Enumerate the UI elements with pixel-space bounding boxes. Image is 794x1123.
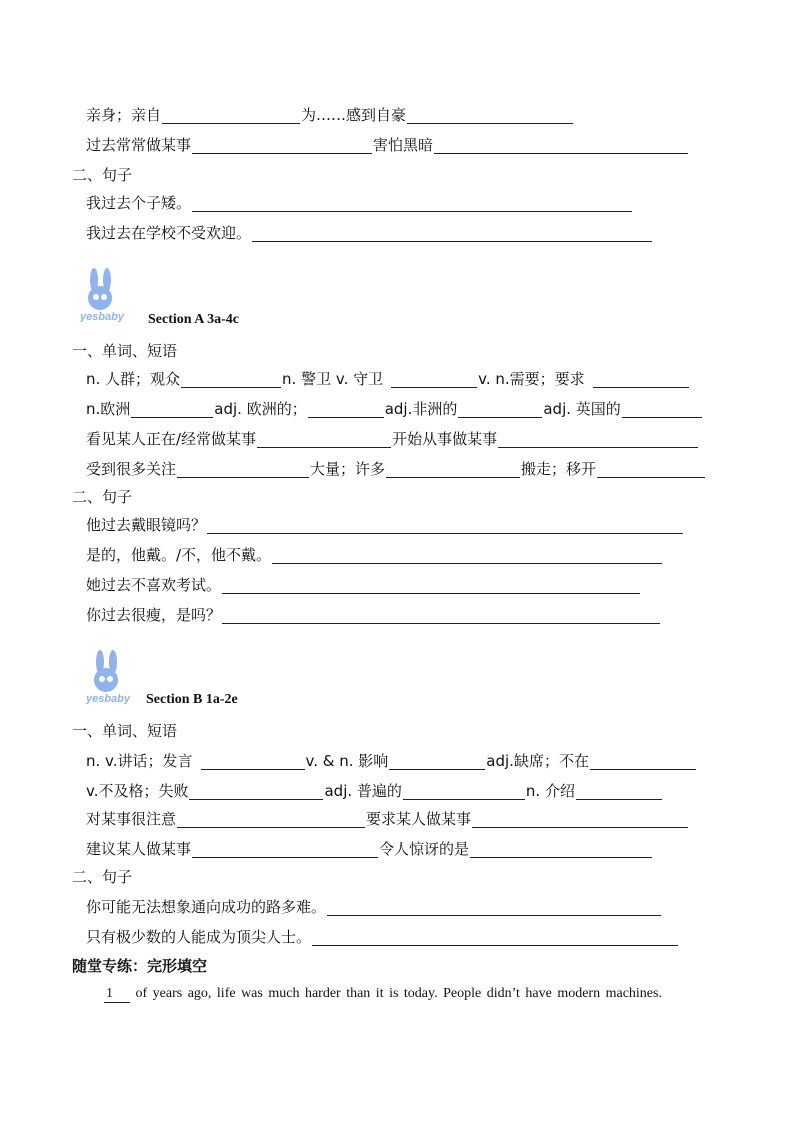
sentence-prompt: 我过去个子矮。 [86, 194, 192, 212]
answer-blank[interactable] [201, 755, 305, 770]
section-heading: 二、句子 [72, 488, 133, 506]
vocab-row [86, 428, 699, 448]
answer-blank[interactable] [498, 433, 698, 448]
answer-blank[interactable] [222, 609, 660, 624]
vocab-prompt: 为……感到自豪 [301, 106, 407, 124]
section-title: Section B 1a-2e [146, 692, 238, 707]
answer-blank[interactable] [472, 813, 688, 828]
answer-blank[interactable] [181, 373, 281, 388]
answer-blank[interactable] [470, 843, 652, 858]
answer-blank[interactable] [177, 463, 309, 478]
answer-blank[interactable] [192, 843, 378, 858]
answer-blank[interactable] [131, 403, 213, 418]
answer-blank[interactable] [434, 139, 688, 154]
vocab-prompt: adj. 普遍的 [324, 782, 402, 800]
answer-blank[interactable] [458, 403, 542, 418]
vocab-prompt: n. 警卫 v. 守卫 [282, 370, 384, 388]
answer-blank[interactable] [222, 579, 640, 594]
answer-blank[interactable] [391, 373, 477, 388]
answer-blank[interactable] [403, 785, 525, 800]
answer-blank[interactable] [192, 139, 372, 154]
answer-blank[interactable] [386, 463, 520, 478]
answer-blank[interactable] [576, 785, 662, 800]
vocab-row [86, 398, 703, 418]
section-title: Section A 3a-4c [148, 312, 239, 327]
sentence-prompt: 她过去不喜欢考试。 [86, 576, 222, 594]
sentence-row [86, 896, 662, 916]
vocab-prompt: 搬走；移开 [521, 460, 597, 478]
vocab-row [86, 134, 689, 154]
vocab-prompt: 受到很多关注 [86, 460, 177, 478]
sentence-row [86, 222, 653, 242]
answer-blank[interactable] [622, 403, 702, 418]
vocab-row [86, 780, 663, 800]
vocab-prompt: v. & n. 影响 [305, 752, 389, 770]
vocab-prompt: 令人惊讶的是 [379, 840, 470, 858]
sentence-row [86, 514, 684, 534]
sentence-prompt: 他过去戴眼镜吗？ [86, 516, 207, 534]
answer-blank[interactable] [407, 109, 573, 124]
vocab-prompt: n.欧洲 [86, 400, 131, 418]
answer-blank[interactable] [252, 227, 652, 242]
passage-text: of years ago, life was much harder than it is today. People didn’t have modern machines. [135, 986, 662, 1001]
vocab-prompt: 开始从事做某事 [392, 430, 498, 448]
sentence-row [86, 926, 679, 946]
vocab-prompt: 亲身；亲自 [86, 106, 162, 124]
cloze-blank[interactable]: 1 [104, 986, 130, 1003]
answer-blank[interactable] [590, 755, 696, 770]
sentence-prompt: 你过去很瘦，是吗？ [86, 606, 222, 624]
answer-blank[interactable] [593, 373, 689, 388]
answer-blank[interactable] [308, 403, 384, 418]
vocab-prompt: 对某事很注意 [86, 810, 177, 828]
vocab-prompt: n. v.讲话；发言 [86, 752, 193, 770]
answer-blank[interactable] [177, 813, 365, 828]
answer-blank[interactable] [312, 931, 678, 946]
logo-text: yesbaby [85, 693, 131, 704]
section-heading: 一、单词、短语 [72, 342, 178, 360]
vocab-prompt: adj.非洲的 [384, 400, 458, 418]
sentence-prompt: 只有极少数的人能成为顶尖人士。 [86, 928, 312, 946]
practice-title: 随堂专练：完形填空 [72, 957, 208, 975]
vocab-row [86, 808, 689, 828]
sentence-prompt: 我过去在学校不受欢迎。 [86, 224, 252, 242]
answer-blank[interactable] [189, 785, 323, 800]
sentence-row [86, 544, 663, 564]
cloze-passage [104, 986, 662, 1003]
answer-blank[interactable] [162, 109, 300, 124]
answer-blank[interactable] [207, 519, 683, 534]
vocab-prompt: adj.缺席；不在 [486, 752, 589, 770]
bunny-head-icon [88, 286, 112, 310]
sentence-prompt: 是的，他戴。/不，他不戴。 [86, 546, 272, 564]
yesbaby-logo [76, 648, 140, 704]
vocab-prompt: 建议某人做某事 [86, 840, 192, 858]
vocab-prompt: 过去常常做某事 [86, 136, 192, 154]
sentence-row [86, 192, 633, 212]
vocab-prompt: v. n.需要；要求 [478, 370, 585, 388]
sentence-prompt: 你可能无法想象通向成功的路多难。 [86, 898, 327, 916]
vocab-row [86, 750, 697, 770]
answer-blank[interactable] [272, 549, 662, 564]
answer-blank[interactable] [327, 901, 661, 916]
answer-blank[interactable] [257, 433, 391, 448]
vocab-row [86, 458, 706, 478]
vocab-row [86, 104, 574, 124]
vocab-prompt: adj. 英国的 [543, 400, 621, 418]
sentence-row [86, 574, 641, 594]
sentence-row [86, 604, 661, 624]
answer-blank[interactable] [597, 463, 705, 478]
answer-blank[interactable] [192, 197, 632, 212]
answer-blank[interactable] [389, 755, 485, 770]
bunny-head-icon [94, 668, 118, 692]
vocab-row [86, 838, 653, 858]
section-heading: 一、单词、短语 [72, 722, 178, 740]
section-heading: 二、句子 [72, 868, 133, 886]
logo-text: yesbaby [79, 311, 125, 322]
vocab-prompt: n. 人群；观众 [86, 370, 181, 388]
vocab-prompt: 大量；许多 [310, 460, 386, 478]
vocab-prompt: n. 介绍 [525, 782, 575, 800]
vocab-prompt: 要求某人做某事 [366, 810, 472, 828]
vocab-row [86, 368, 690, 388]
yesbaby-logo [70, 266, 134, 322]
vocab-prompt: 害怕黑暗 [373, 136, 434, 154]
vocab-prompt: v.不及格；失败 [86, 782, 189, 800]
vocab-prompt: adj. 欧洲的； [214, 400, 307, 418]
vocab-prompt: 看见某人正在/经常做某事 [86, 430, 257, 448]
section-heading: 二、句子 [72, 166, 133, 184]
